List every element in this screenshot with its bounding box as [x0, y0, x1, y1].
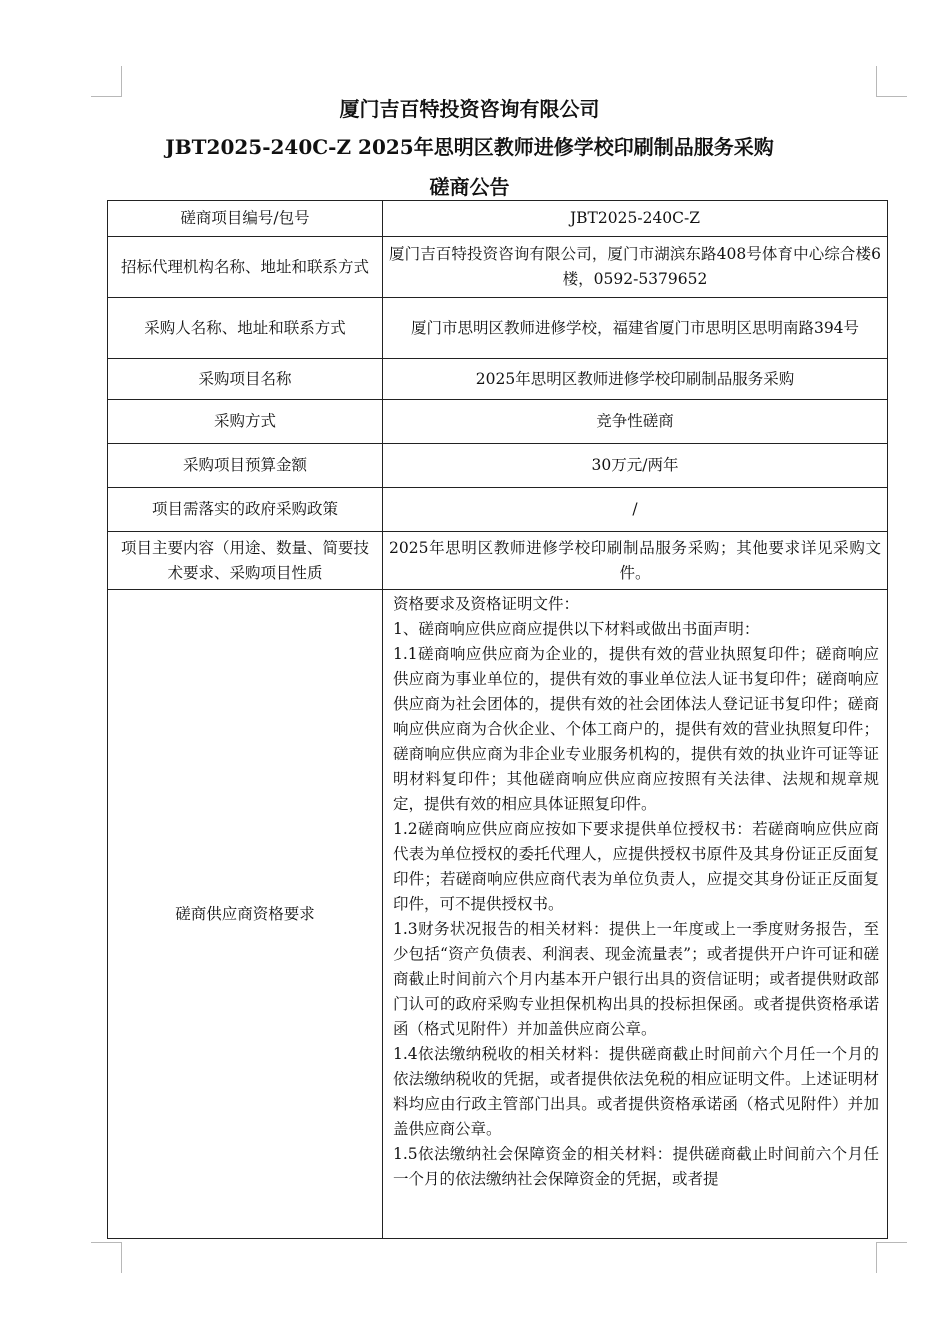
qualification-content [383, 590, 888, 1239]
qualification-label: 磋商供应商资格要求 [108, 590, 383, 1239]
row-value: 厦门市思明区教师进修学校，福建省厦门市思明区思明南路394号 [383, 298, 888, 359]
company-title: 厦门吉百特投资咨询有限公司 [339, 97, 600, 121]
row-value: 30万元/两年 [383, 444, 888, 488]
notice-table [107, 200, 888, 1239]
row-label: 磋商项目编号/包号 [108, 201, 383, 237]
row-label: 采购人名称、地址和联系方式 [108, 298, 383, 359]
row-label: 招标代理机构名称、地址和联系方式 [108, 237, 383, 298]
row-value: 2025年思明区教师进修学校印刷制品服务采购；其他要求详见采购文件。 [383, 532, 888, 590]
table-row-qualification [108, 590, 888, 1239]
qualification-paragraph: 资格要求及资格证明文件： [393, 595, 580, 613]
table-row [108, 488, 888, 532]
row-value: / [383, 488, 888, 532]
row-label: 采购项目名称 [108, 359, 383, 400]
row-value: 厦门吉百特投资咨询有限公司，厦门市湖滨东路408号体育中心综合楼6楼，0592-5379652 [383, 237, 888, 298]
qualification-paragraph: 1.5依法缴纳社会保障资金的相关材料：提供磋商截止时间前六个月任一个月的依法缴纳社会保障资金的凭据，或者提 [393, 1145, 879, 1188]
qualification-paragraph: 1.3财务状况报告的相关材料：提供上一年度或上一季度财务报告，至少包括“资产负债表、利润表、现金流量表”；或者提供开户许可证和磋商截止时间前六个月内基本开户银行出具的资信证明；或者提供财政部门认可的政府采购专业担保机构出具的投标担保函。或者提供资格承诺函（格式见附件）并加盖供应商公章。 [393, 920, 879, 1038]
table-row [108, 444, 888, 488]
table-row [108, 359, 888, 400]
project-title: JBT2025-240C-Z 2025年思明区教师进修学校印刷制品服务采购 [165, 135, 774, 159]
qualification-paragraph: 1.4依法缴纳税收的相关材料：提供磋商截止时间前六个月任一个月的依法缴纳税收的凭据，或者提供依法免税的相应证明文件。上述证明材料均应由行政主管部门出具。或者提供资格承诺函（格式见附件）并加盖供应商公章。 [393, 1045, 879, 1138]
row-label: 项目需落实的政府采购政策 [108, 488, 383, 532]
row-label: 采购项目预算金额 [108, 444, 383, 488]
row-value: 竞争性磋商 [383, 400, 888, 444]
table-row [108, 201, 888, 237]
crop-mark-bottom-right [876, 1242, 907, 1273]
table-row [108, 400, 888, 444]
crop-mark-bottom-left [91, 1242, 122, 1273]
row-value: 2025年思明区教师进修学校印刷制品服务采购 [383, 359, 888, 400]
table-row [108, 237, 888, 298]
qualification-paragraph: 1、磋商响应供应商应提供以下材料或做出书面声明： [393, 620, 760, 638]
notice-type-title: 磋商公告 [429, 175, 510, 199]
table-row [108, 298, 888, 359]
row-value: JBT2025-240C-Z [383, 201, 888, 237]
row-label: 项目主要内容（用途、数量、简要技术要求、采购项目性质 [108, 532, 383, 590]
qualification-paragraph: 1.2磋商响应供应商应按如下要求提供单位授权书：若磋商响应供应商代表为单位授权的委托代理人，应提供授权书原件及其身份证正反面复印件；若磋商响应供应商代表为单位负责人，应提交其身份证正反面复印件，可不提供授权书。 [393, 820, 879, 913]
row-label: 采购方式 [108, 400, 383, 444]
qualification-paragraph: 1.1磋商响应供应商为企业的，提供有效的营业执照复印件；磋商响应供应商为事业单位的，提供有效的事业单位法人证书复印件；磋商响应供应商为社会团体的，提供有效的社会团体法人登记证书复印件；磋商响应供应商为合伙企业、个体工商户的，提供有效的营业执照复印件；磋商响应供应商为非企业专业服务机构的，提供有效的执业许可证等证明材料复印件；其他磋商响应供应商应按照有关法律、法规和规章规定，提供有效的相应具体证照复印件。 [393, 645, 879, 813]
table-row [108, 532, 888, 590]
